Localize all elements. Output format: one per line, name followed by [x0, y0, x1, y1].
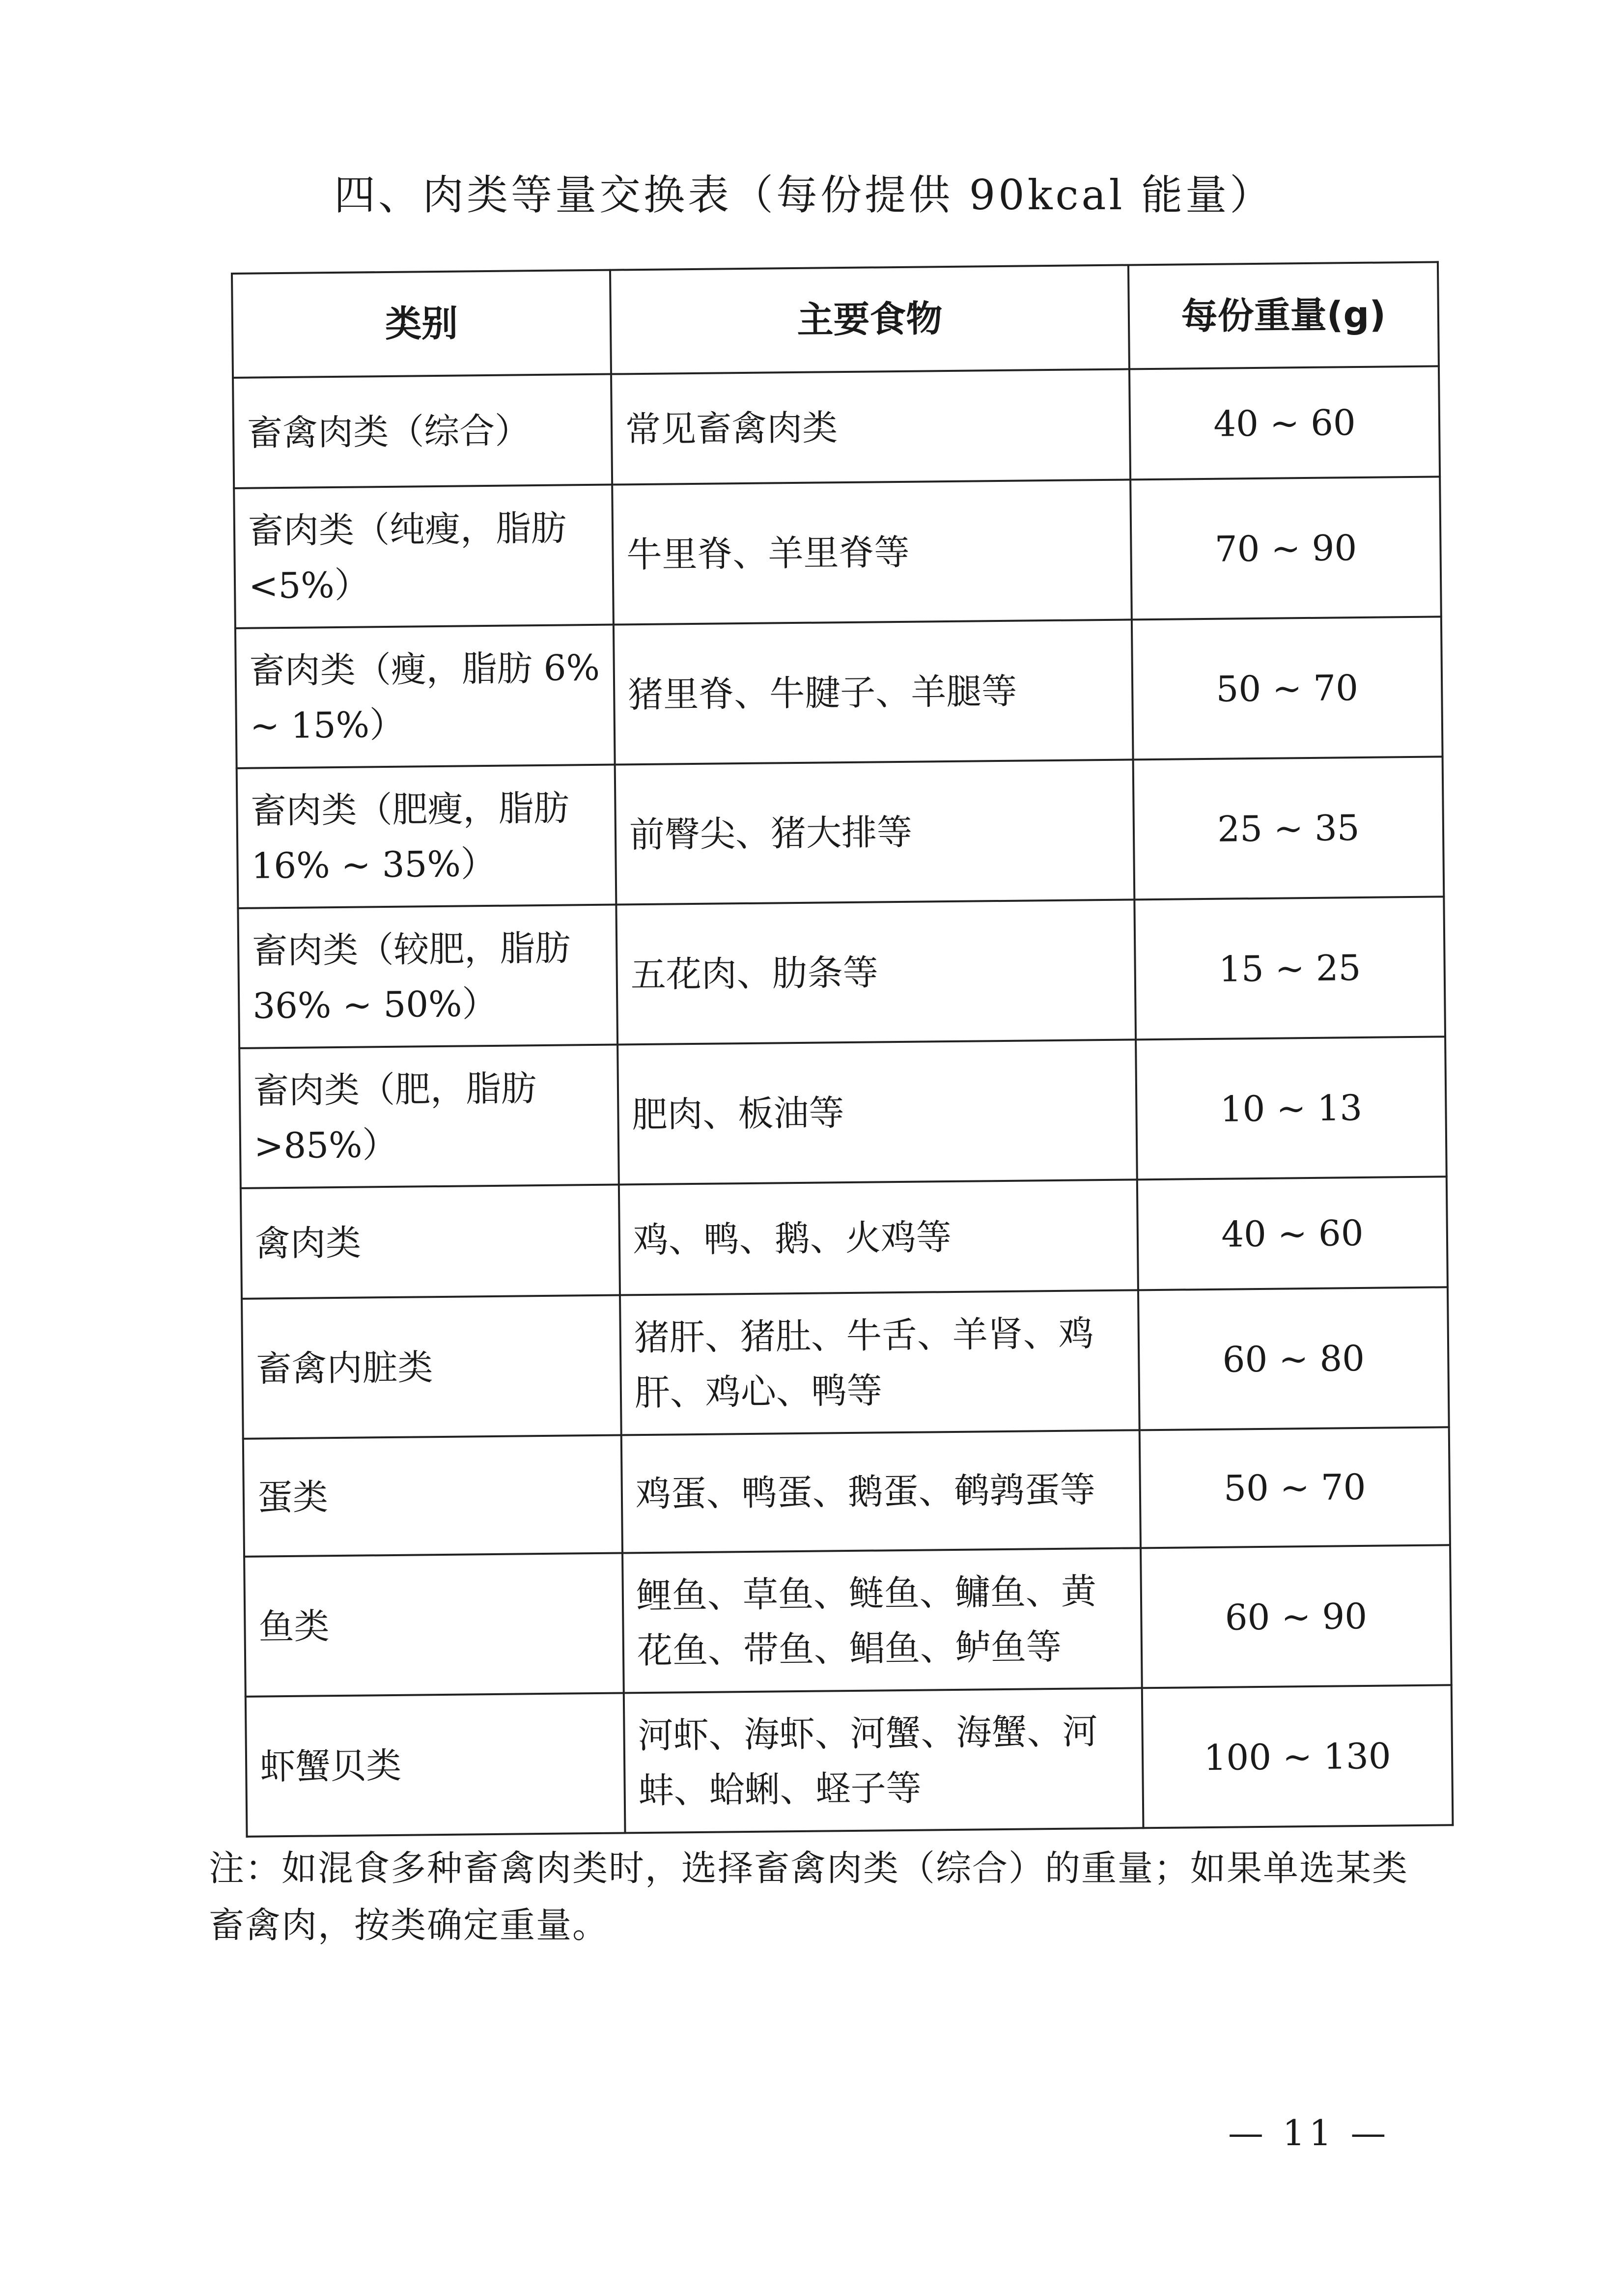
row-foods: 鲤鱼、草鱼、鲢鱼、鳙鱼、黄花鱼、带鱼、鲳鱼、鲈鱼等 [622, 1548, 1142, 1693]
row-category: 畜肉类（肥瘦，脂肪 16% ~ 35%） [237, 765, 616, 908]
table-row [243, 1427, 1450, 1557]
table-row [241, 1176, 1448, 1299]
row-foods: 鸡、鸭、鹅、火鸡等 [619, 1179, 1138, 1295]
header-foods: 主要食物 [610, 265, 1129, 374]
row-foods: 五花肉、肋条等 [616, 899, 1136, 1044]
row-category: 畜禽肉类（综合） [233, 374, 612, 488]
table-footnote: 注：如混食多种畜禽肉类时，选择畜禽肉类（综合）的重量；如果单选某类畜禽肉，按类确定重量。 [209, 1847, 1409, 1946]
table-row [235, 616, 1443, 768]
row-category: 畜禽内脏类 [242, 1295, 621, 1438]
table-row [234, 476, 1441, 628]
row-foods: 常见畜禽肉类 [611, 369, 1130, 484]
row-foods: 猪肝、猪肚、牛舌、羊肾、鸡肝、鸡心、鸭等 [620, 1290, 1140, 1435]
row-foods: 河虾、海虾、河蟹、海蟹、河蚌、蛤蜊、蛏子等 [624, 1688, 1144, 1833]
table-row [238, 896, 1445, 1048]
table-row [239, 1036, 1447, 1188]
row-weight: 100 ~ 130 [1142, 1685, 1453, 1828]
row-weight: 50 ~ 70 [1140, 1427, 1450, 1548]
row-weight: 40 ~ 60 [1137, 1176, 1448, 1290]
table-row [246, 1685, 1453, 1837]
table-row [237, 756, 1444, 908]
row-category: 蛋类 [243, 1435, 622, 1556]
row-weight: 15 ~ 25 [1134, 896, 1445, 1039]
table-row [242, 1287, 1449, 1439]
row-weight: 10 ~ 13 [1136, 1036, 1447, 1179]
page-number: — 11 — [1228, 2112, 1390, 2154]
row-category: 虾蟹贝类 [246, 1693, 625, 1836]
row-category: 畜肉类（瘦，脂肪 6% ~ 15%） [235, 625, 615, 768]
row-foods: 猪里脊、牛腱子、羊腿等 [614, 619, 1133, 764]
table-container [231, 261, 1452, 1837]
header-category: 类别 [232, 270, 611, 378]
row-foods: 鸡蛋、鸭蛋、鹅蛋、鹌鹑蛋等 [621, 1430, 1141, 1553]
row-weight: 60 ~ 80 [1138, 1287, 1449, 1430]
row-category: 畜肉类（较肥，脂肪 36% ~ 50%） [238, 905, 617, 1048]
row-category: 鱼类 [244, 1553, 624, 1696]
row-weight: 40 ~ 60 [1129, 366, 1440, 479]
row-category: 禽肉类 [241, 1185, 620, 1299]
header-weight: 每份重量(g) [1128, 262, 1439, 369]
meat-exchange-table [231, 261, 1454, 1837]
section-title: 四、肉类等量交换表（每份提供 90kcal 能量） [334, 171, 1274, 219]
row-foods: 牛里脊、羊里脊等 [612, 479, 1132, 624]
row-weight: 60 ~ 90 [1141, 1545, 1452, 1688]
row-weight: 25 ~ 35 [1133, 756, 1444, 899]
row-foods: 前臀尖、猪大排等 [615, 759, 1135, 904]
row-weight: 50 ~ 70 [1132, 616, 1443, 759]
row-category: 畜肉类（纯瘦，脂肪 <5%） [234, 485, 614, 628]
row-weight: 70 ~ 90 [1130, 476, 1441, 619]
table-row [233, 366, 1440, 488]
table-row [244, 1545, 1452, 1697]
table-header-row [232, 262, 1439, 378]
row-foods: 肥肉、板油等 [617, 1039, 1137, 1184]
row-category: 畜肉类（肥，脂肪>85%） [239, 1045, 619, 1188]
